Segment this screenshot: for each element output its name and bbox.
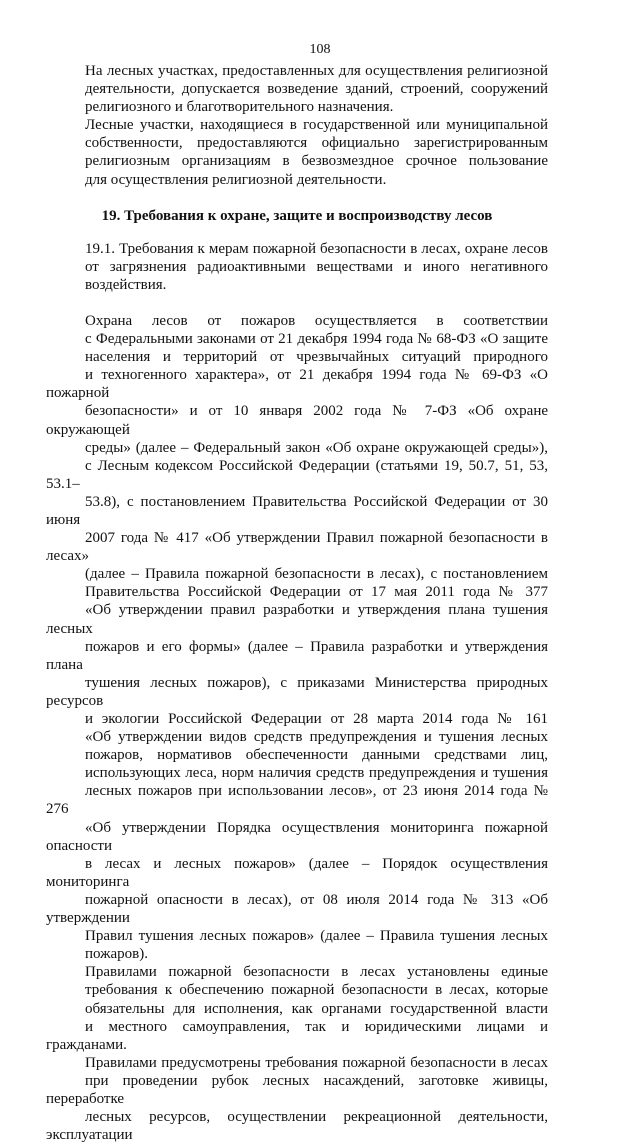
text-line: воздействия.: [85, 276, 167, 293]
text-line: для осуществления религиозной деятельности.: [85, 171, 387, 188]
text-line: религиозного и благотворительного назначения.: [85, 99, 394, 116]
text-line: лесных ресурсов, осуществлении рекреационной деятельности, эксплуатации: [46, 1109, 548, 1144]
paragraph-fire-protection-laws: [46, 312, 548, 963]
text-line: Лесные участки, находящиеся в государственной или муниципальной: [85, 117, 548, 134]
text-line: тушения лесных пожаров), с приказами Министерства природных ресурсов: [46, 674, 548, 709]
text-line: Охрана лесов от пожаров осуществляется в соответствии: [85, 312, 548, 329]
page-content: [46, 62, 548, 1144]
text-line: деятельности, допускается возведение зданий, строений, сооружений: [85, 81, 548, 98]
text-line: 2007 года № 417 «Об утверждении Правил пожарной безопасности в лесах»: [46, 530, 548, 565]
text-line: «Об утверждении видов средств предупреждения и тушения лесных: [85, 729, 548, 746]
text-line: «Об утверждении правил разработки и утверждения плана тушения лесных: [46, 602, 548, 637]
text-line: пожаров).: [85, 946, 149, 963]
text-line: использующих леса, норм наличия средств предупреждения и тушения: [85, 765, 548, 782]
text-line: от загрязнения радиоактивными веществами и иного негативного: [85, 258, 548, 275]
text-line: «Об утверждении Порядка осуществления мониторинга пожарной опасности: [46, 819, 548, 854]
text-line: безопасности» и от 10 января 2002 года № 7-ФЗ «Об охране окружающей: [46, 403, 548, 438]
text-line: религиозным организациям в безвозмездное срочное пользование: [85, 153, 548, 170]
text-line: и экологии Российской Федерации от 28 марта 2014 года № 161: [85, 711, 548, 727]
text-line: среды» (далее – Федеральный закон «Об охране окружающей среды»),: [85, 439, 548, 456]
paragraph-religious-construction: [46, 62, 548, 116]
text-line: при проведении рубок лесных насаждений, заготовке живицы, переработке: [46, 1072, 548, 1107]
text-line: пожарной опасности в лесах), от 08 июля 2014 года № 313 «Об утверждении: [46, 891, 548, 927]
page-number: 108: [309, 42, 331, 57]
text-line: с Федеральными законами от 21 декабря 1994 года № 68-ФЗ «О защите: [85, 331, 548, 348]
paragraph-fire-safety-rules: [46, 963, 548, 1144]
text-line: Правилами пожарной безопасности в лесах установлены единые: [85, 964, 548, 981]
text-line: обязательны для исполнения, как органами государственной власти: [85, 1000, 548, 1017]
text-line: в лесах и лесных пожаров» (далее – Порядок осуществления мониторинга: [46, 855, 548, 890]
text-line: На лесных участках, предоставленных для осуществления религиозной: [85, 63, 548, 79]
text-line: и техногенного характера», от 21 декабря 1994 года № 69-ФЗ «О пожарной: [46, 367, 548, 402]
paragraph-spacer: [46, 294, 548, 312]
text-line: (далее – Правила пожарной безопасности в лесах), с постановлением: [85, 566, 548, 583]
paragraph-religious-organizations: [46, 116, 548, 188]
text-line: 19.1. Требования к мерам пожарной безопасности в лесах, охране лесов: [85, 240, 548, 257]
text-line: и местного самоуправления, так и юридическими лицами и гражданами.: [46, 1018, 548, 1053]
text-line: 53.8), с постановлением Правительства Российской Федерации от 30 июня: [46, 493, 548, 528]
text-line: Правил тушения лесных пожаров» (далее – Правила тушения лесных: [85, 928, 548, 945]
section-heading: 19. Требования к охране, защите и воспроизводству лесов: [101, 207, 493, 224]
text-line: собственности, предоставляются официально зарегистрированным: [85, 135, 548, 152]
text-line: пожаров, нормативов обеспеченности данными средствами лиц,: [85, 747, 548, 764]
text-line: требования к обеспечению пожарной безопасности в лесах, которые: [85, 982, 548, 999]
text-line: населения и территорий от чрезвычайных ситуаций природного: [85, 349, 548, 366]
subsection-title: [46, 240, 548, 294]
text-line: лесных пожаров при использовании лесов», от 23 июня 2014 года № 276: [46, 783, 548, 818]
text-line: Правилами предусмотрены требования пожарной безопасности в лесах: [85, 1054, 548, 1071]
text-line: с Лесным кодексом Российской Федерации (статьями 19, 50.7, 51, 53, 53.1–: [46, 457, 548, 492]
text-line: пожаров и его формы» (далее – Правила разработки и утверждения плана: [46, 638, 548, 673]
text-line: Правительства Российской Федерации от 17 мая 2011 года № 377: [85, 584, 548, 601]
